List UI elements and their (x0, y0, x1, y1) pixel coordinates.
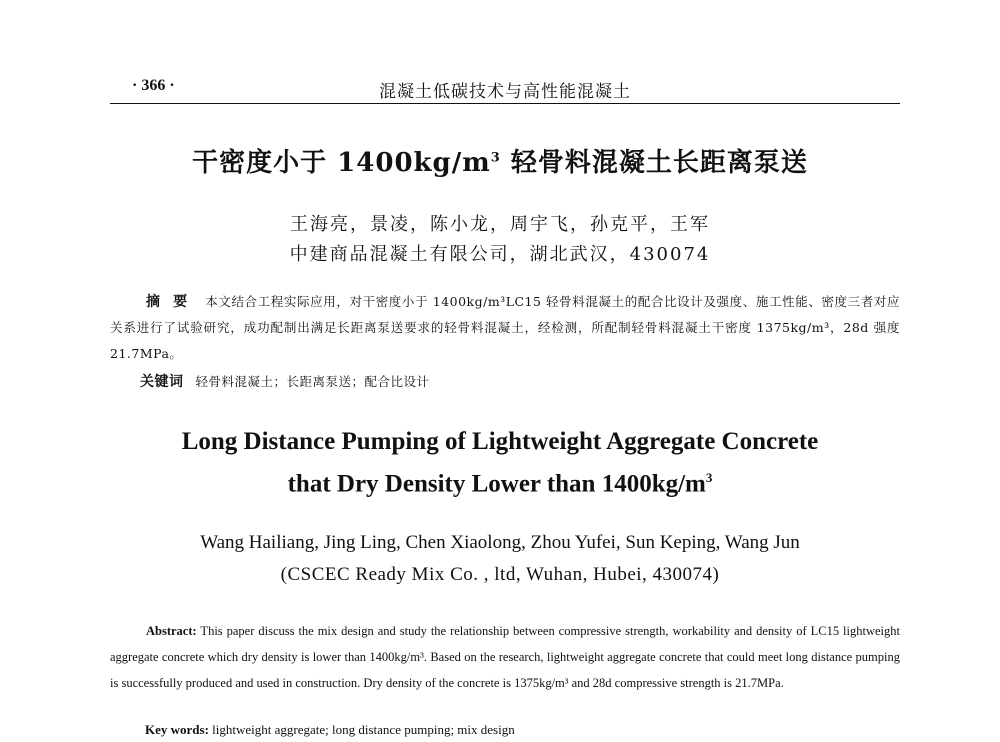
english-abstract (110, 618, 900, 696)
english-authors: Wang Hailiang, Jing Ling, Chen Xiaolong, Zhou Yufei, Sun Keping, Wang Jun (200, 532, 800, 553)
header-rule (110, 103, 900, 104)
chinese-abstract-label: 摘 要 (146, 294, 192, 310)
chinese-title-main: 干密度小于 1400kg/m (192, 148, 491, 178)
english-title-line-2-text: that Dry Density Lower than 1400kg/m (287, 470, 706, 498)
english-title-superscript: 3 (705, 470, 713, 485)
chinese-title (0, 142, 1000, 179)
chinese-keywords-label: 关键词 (140, 374, 184, 390)
page-number: · 366 · (132, 77, 175, 94)
english-abstract-label: Abstract: (146, 624, 197, 638)
english-title-line-1: Long Distance Pumping of Lightweight Aggregate Concrete (181, 428, 819, 455)
running-header (110, 77, 900, 101)
chinese-abstract (110, 289, 900, 367)
english-title (0, 424, 1000, 502)
chinese-affiliation: 中建商品混凝土有限公司，湖北武汉，430074 (289, 244, 711, 265)
chinese-title-rest: 轻骨料混凝土长距离泵送 (500, 148, 808, 178)
chinese-title-superscript: 3 (490, 150, 501, 166)
chinese-authors: 王海亮，景凌，陈小龙，周宇飞，孙克平，王军 (290, 214, 710, 235)
english-keywords-text: lightweight aggregate; long distance pumping; mix design (208, 722, 515, 737)
english-keywords (145, 722, 895, 738)
english-title-line-2 (0, 460, 1000, 502)
chinese-keywords-text: 轻骨料混凝土；长距离泵送；配合比设计 (195, 374, 430, 389)
chinese-abstract-text: 本文结合工程实际应用，对干密度小于 1400kg/m³LC15 轻骨料混凝土的配合比设计及强度、施工性能、密度三者对应关系进行了试验研究，成功配制出满足长距离泵送要求的轻骨料混凝土，经检测，所配制轻骨料混凝土干密度 1375kg/m³，28d 强度 21.7MPa。 (110, 294, 900, 361)
english-keywords-label: Key words: (145, 722, 209, 737)
chinese-keywords (110, 371, 900, 391)
english-abstract-text: This paper discuss the mix design and study the relationship between compressive strength, workability and density of LC15 lightweight aggregate concrete which dry density is lower than 1400kg/m³. Based on the research, lightweight aggregate concrete that could meet long distance pumping is successfully produced and used in construction. Dry density of the concrete is 1375kg/m³ and 28d compressive strength is 21.7MPa. (110, 624, 900, 690)
running-title: 混凝土低碳技术与高性能混凝土 (379, 82, 631, 102)
english-affiliation: (CSCEC Ready Mix Co. , ltd, Wuhan, Hubei, 430074) (280, 564, 720, 585)
